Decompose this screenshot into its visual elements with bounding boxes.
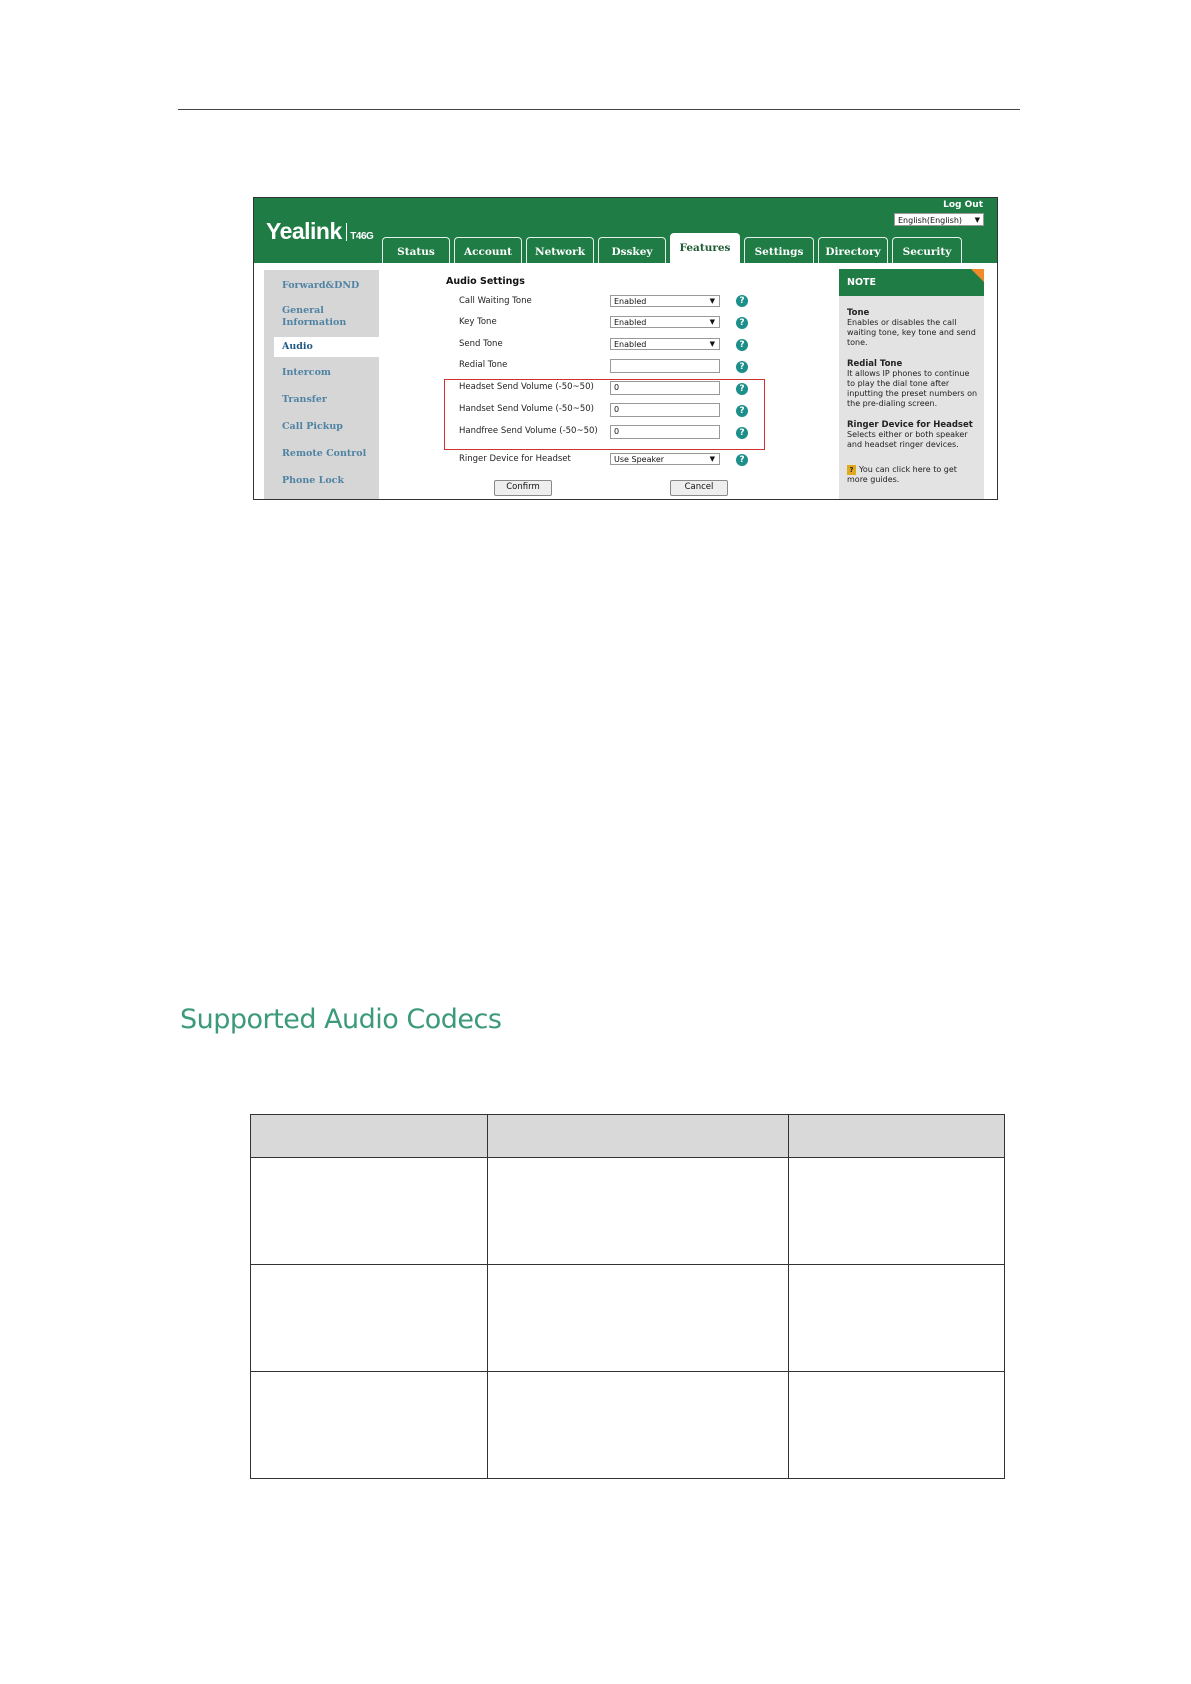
logo-text: Yealink [266,218,342,244]
note-panel [839,269,984,499]
web-ui-screenshot [253,197,998,500]
key-tone-label: Key Tone [459,317,497,327]
note-ringer-device [847,420,979,450]
send-tone-select[interactable] [610,338,720,350]
handfree-send-volume-label: Handfree Send Volume (-50~50) [459,426,598,436]
table-header-row [251,1115,1005,1158]
sidebar-item-transfer[interactable]: Transfer [282,394,327,405]
dropdown-caret-icon: ▼ [709,318,715,326]
note-corner [971,269,984,282]
sidebar-item-forward-dnd[interactable]: Forward&DND [282,280,360,291]
table-cell [789,1372,1005,1479]
tab-account[interactable]: Account [454,237,522,263]
table-cell [251,1158,488,1265]
confirm-button[interactable]: Confirm [494,480,552,496]
dropdown-caret-icon: ▼ [709,297,715,305]
yealink-logo [266,218,373,245]
note-heading: Tone [847,308,870,318]
model-label: T46G [350,231,374,242]
sidebar-item-general-information[interactable]: General Information [282,305,347,328]
table-cell [789,1265,1005,1372]
handset-send-volume-label: Handset Send Volume (-50~50) [459,404,594,414]
tab-features[interactable]: Features [670,233,740,263]
key-tone-select[interactable] [610,316,720,328]
codec-table [250,1114,1005,1479]
headset-send-volume-input[interactable]: 0 [610,381,720,395]
headset-send-volume-label: Headset Send Volume (-50~50) [459,382,594,392]
help-icon[interactable]: ? [736,361,748,373]
select-value: Use Speaker [614,455,665,464]
note-title: NOTE [839,269,984,296]
note-guides-link[interactable] [847,465,979,485]
sidebar-item-audio[interactable]: Audio [274,337,379,357]
section-title: Supported Audio Codecs [180,1004,502,1035]
help-icon[interactable]: ? [736,339,748,351]
sidebar [264,270,379,499]
select-value: Enabled [614,318,647,327]
logout-link[interactable]: Log Out [943,200,983,210]
table-cell [251,1372,488,1479]
table-cell [789,1158,1005,1265]
sidebar-item-phone-lock[interactable]: Phone Lock [282,475,345,486]
table-row [251,1265,1005,1372]
handfree-send-volume-input[interactable]: 0 [610,425,720,439]
help-icon[interactable]: ? [736,405,748,417]
sidebar-item-remote-control[interactable]: Remote Control [282,448,367,459]
note-tone [847,308,979,348]
table-cell [251,1265,488,1372]
redial-tone-input[interactable] [610,359,720,373]
help-icon[interactable]: ? [736,383,748,395]
select-value: Enabled [614,340,647,349]
dropdown-caret-icon: ▼ [709,340,715,348]
note-tip-text: You can click here to get more guides. [847,465,957,484]
call-waiting-tone-select[interactable] [610,295,720,307]
note-text: Selects either or both speaker and headset ringer devices. [847,430,968,449]
dropdown-caret-icon: ▼ [974,216,980,224]
tab-security[interactable]: Security [892,237,962,263]
language-select[interactable] [894,213,984,226]
note-text: Enables or disables the call waiting tone, key tone and send tone. [847,318,976,347]
table-header-cell [789,1115,1005,1158]
redial-tone-label: Redial Tone [459,360,508,370]
table-cell [488,1372,789,1479]
ringer-device-label: Ringer Device for Headset [459,454,571,464]
language-value: English(English) [898,216,963,225]
help-icon[interactable]: ? [736,454,748,466]
table-row [251,1158,1005,1265]
table-header-cell [488,1115,789,1158]
audio-settings-title: Audio Settings [446,276,525,287]
sidebar-item-call-pickup[interactable]: Call Pickup [282,421,343,432]
table-cell [488,1158,789,1265]
note-heading: Ringer Device for Headset [847,420,973,430]
help-icon[interactable]: ? [736,295,748,307]
help-icon[interactable]: ? [736,317,748,329]
tab-network[interactable]: Network [526,237,594,263]
help-icon[interactable]: ? [736,427,748,439]
select-value: Enabled [614,297,647,306]
call-waiting-tone-label: Call Waiting Tone [459,296,532,306]
send-tone-label: Send Tone [459,339,503,349]
tab-directory[interactable]: Directory [818,237,888,263]
dropdown-caret-icon: ▼ [709,455,715,463]
table-cell [488,1265,789,1372]
tab-dsskey[interactable]: Dsskey [598,237,666,263]
table-row [251,1372,1005,1479]
sidebar-item-intercom[interactable]: Intercom [282,367,331,378]
page-header-rule [178,109,1020,110]
note-text: It allows IP phones to continue to play the dial tone after inputting the preset numbers on the pre-dialing screen. [847,369,978,408]
note-redial-tone [847,359,979,409]
handset-send-volume-input[interactable]: 0 [610,403,720,417]
ringer-device-select[interactable] [610,453,720,465]
table-header-cell [251,1115,488,1158]
cancel-button[interactable]: Cancel [670,480,728,496]
note-heading: Redial Tone [847,359,903,369]
web-ui-header [254,198,997,263]
tab-status[interactable]: Status [382,237,450,263]
help-guide-icon: ? [847,465,856,475]
tab-settings[interactable]: Settings [744,237,814,263]
